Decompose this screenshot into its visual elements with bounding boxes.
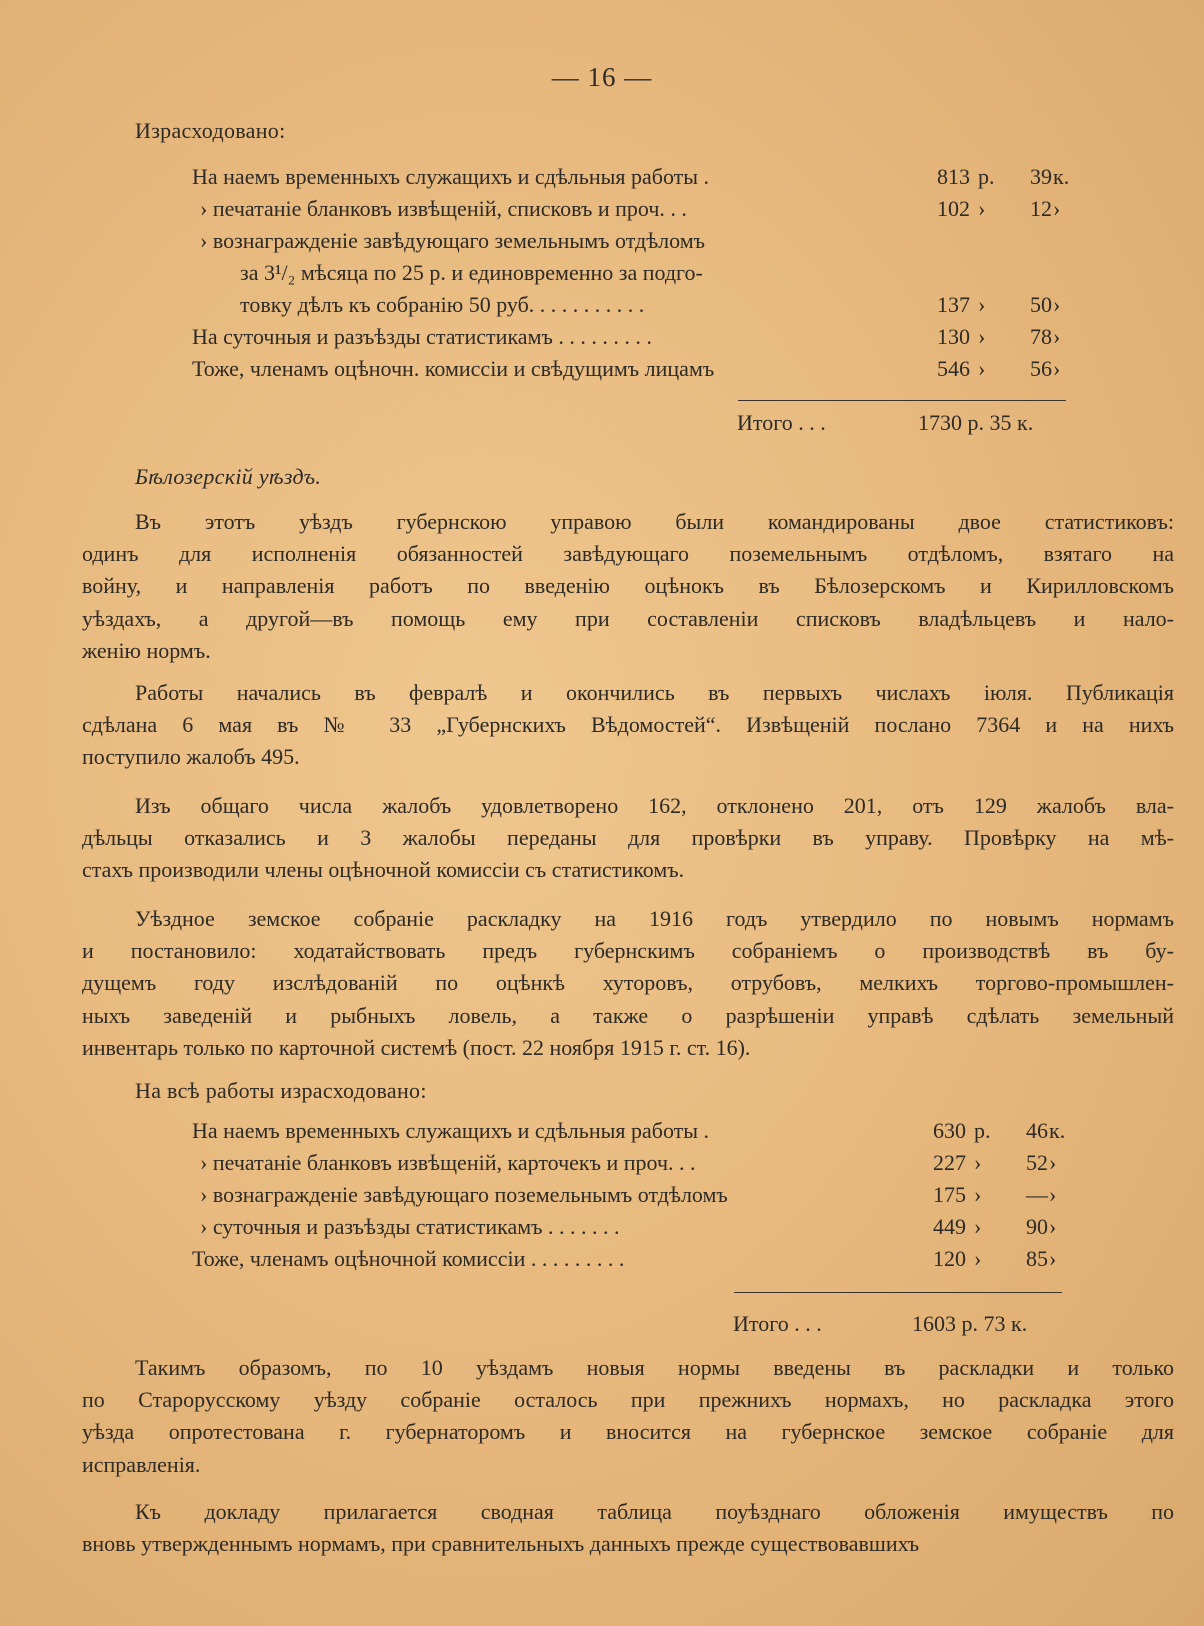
rubles-unit: ›	[978, 196, 986, 221]
expense-row	[0, 1182, 1204, 1214]
expense-kopecks: 50	[1030, 292, 1052, 317]
expense-kopecks: 12	[1030, 196, 1052, 221]
paragraph	[82, 903, 1174, 1064]
rubles-unit: ›	[978, 324, 986, 349]
expense-kopecks: 39	[1030, 164, 1052, 189]
expense-description: › вознагражденіе завѣдующаго земельнымъ отдѣломъ	[200, 228, 706, 253]
paragraph-line: сдѣлана 6 мая въ № 33 „Губернскихъ Вѣдомостей“. Извѣщеній послано 7364 и на нихъ	[82, 712, 1174, 738]
total-rule-2	[734, 1292, 1062, 1293]
paragraph	[82, 1352, 1174, 1481]
expense-description: На наемъ временныхъ служащихъ и сдѣльныя работы .	[192, 164, 710, 189]
kopecks-unit: к.	[1049, 1118, 1066, 1143]
total-value-2: 1603 р. 73 к.	[912, 1311, 1028, 1336]
kopecks-unit: ›	[1053, 196, 1061, 221]
kopecks-unit: ›	[1049, 1182, 1057, 1207]
expense-rubles: 175	[933, 1182, 966, 1207]
expense-rubles: 813	[937, 164, 970, 189]
paragraph-line: дущемъ году изслѣдованій по оцѣнкѣ хуторовъ, отрубовъ, мелкихъ торгово-промышлен-	[82, 970, 1174, 996]
expense-row	[0, 1246, 1204, 1278]
paragraph-line: вновь утвержденнымъ нормамъ, при сравнительныхъ данныхъ прежде существовавшихъ	[82, 1531, 920, 1557]
paragraph-line: Изъ общаго числа жалобъ удовлетворено 162, отклонено 201, отъ 129 жалобъ вла-	[135, 793, 1174, 818]
expense-rubles: 227	[933, 1150, 966, 1175]
paragraph	[82, 677, 1174, 774]
paragraph-line: войну, и направленія работъ по введенію оцѣнокъ въ Бѣлозерскомъ и Кирилловскомъ	[82, 573, 1174, 599]
rubles-unit: ›	[978, 292, 986, 317]
paragraph-line: Въ этотъ уѣздъ губернскою управою были командированы двое статистиковъ:	[135, 509, 1174, 534]
paragraph-line: одинъ для исполненія обязанностей завѣдующаго поземельнымъ отдѣломъ, взятаго на	[82, 541, 1174, 567]
expense-rubles: 102	[937, 196, 970, 221]
expense-row	[0, 1150, 1204, 1182]
expenses-heading-2: На всѣ работы израсходовано:	[135, 1078, 427, 1103]
expense-rubles: 120	[933, 1246, 966, 1271]
expense-row	[0, 260, 1204, 292]
expenses-heading: Израсходовано:	[135, 118, 286, 143]
kopecks-unit: к.	[1053, 164, 1070, 189]
expense-kopecks: 90	[1026, 1214, 1048, 1239]
expense-row	[0, 292, 1204, 324]
paragraph-line: по Старорусскому уѣзду собраніе осталось при прежнихъ нормахъ, но раскладка этого	[82, 1387, 1174, 1413]
rubles-unit: ›	[974, 1214, 982, 1239]
expense-description: › печатаніе бланковъ извѣщеній, списковъ и проч. . .	[200, 196, 687, 221]
rubles-unit: ›	[974, 1182, 982, 1207]
total-label-1: Итого . . .	[737, 410, 826, 435]
total-value-1: 1730 р. 35 к.	[918, 410, 1034, 435]
paragraph	[82, 506, 1174, 667]
section-title: Бѣлозерскій уѣздъ.	[135, 464, 322, 489]
paragraph-line: Такимъ образомъ, по 10 уѣздамъ новыя нормы введены въ раскладки и только	[135, 1355, 1174, 1380]
expense-description: › вознагражденіе завѣдующаго поземельнымъ отдѣломъ	[200, 1182, 728, 1207]
paragraph-line: уѣзда опротестована г. губернаторомъ и вносится на губернское земское собраніе для	[82, 1419, 1174, 1445]
paragraph-line: Уѣздное земское собраніе раскладку на 1916 годъ утвердило по новымъ нормамъ	[135, 906, 1174, 931]
rubles-unit: ›	[974, 1246, 982, 1271]
rubles-unit: ›	[978, 356, 986, 381]
paragraph-line: исправленія.	[82, 1451, 201, 1477]
expense-description: Тоже, членамъ оцѣночной комиссіи . . . . . . . . .	[192, 1246, 625, 1271]
expense-row	[0, 196, 1204, 228]
expense-kopecks: 56	[1030, 356, 1052, 381]
expense-description: › печатаніе бланковъ извѣщеній, карточекъ и проч. . .	[200, 1150, 696, 1175]
paragraph-line: дѣльцы отказались и 3 жалобы переданы для провѣрки въ управу. Провѣрку на мѣ-	[82, 825, 1174, 851]
expense-row	[0, 1118, 1204, 1150]
paragraph	[82, 790, 1174, 887]
paragraph-line: стахъ производили члены оцѣночной комиссіи съ статистикомъ.	[82, 857, 685, 883]
expense-row	[0, 356, 1204, 388]
paragraph-line: инвентарь только по карточной системѣ (пост. 22 ноября 1915 г. ст. 16).	[82, 1034, 751, 1060]
rubles-unit: р.	[978, 164, 995, 189]
expense-description: На наемъ временныхъ служащихъ и сдѣльныя работы .	[192, 1118, 710, 1143]
expense-kopecks: —	[1026, 1182, 1048, 1207]
paragraph-line: ныхъ заведеній и рыбныхъ ловель, а также о разрѣшеніи управѣ сдѣлать земельный	[82, 1002, 1174, 1028]
expense-row	[0, 164, 1204, 196]
expense-kopecks: 52	[1026, 1150, 1048, 1175]
expense-description: за 3¹/₂ мѣсяца по 25 р. и единовременно за подго-	[240, 260, 703, 285]
kopecks-unit: ›	[1053, 356, 1061, 381]
expense-description: На суточныя и разъѣзды статистикамъ . . . . . . . . .	[192, 324, 652, 349]
expense-kopecks: 46	[1026, 1118, 1048, 1143]
paragraph-line: женію нормъ.	[82, 637, 211, 663]
page-number: — 16 —	[551, 62, 653, 92]
total-rule-1	[738, 400, 1066, 401]
kopecks-unit: ›	[1049, 1214, 1057, 1239]
expense-rubles: 449	[933, 1214, 966, 1239]
expense-description: › суточныя и разъѣзды статистикамъ . . . . . . .	[200, 1214, 620, 1239]
expense-rubles: 130	[937, 324, 970, 349]
kopecks-unit: ›	[1053, 292, 1061, 317]
kopecks-unit: ›	[1053, 324, 1061, 349]
expense-row	[0, 228, 1204, 260]
paragraph-line: Работы начались въ февралѣ и окончились въ первыхъ числахъ іюля. Публикація	[135, 680, 1174, 705]
rubles-unit: р.	[974, 1118, 991, 1143]
kopecks-unit: ›	[1049, 1150, 1057, 1175]
paragraph	[82, 1496, 1174, 1560]
rubles-unit: ›	[974, 1150, 982, 1175]
expense-description: Тоже, членамъ оцѣночн. комиссіи и свѣдущимъ лицамъ	[192, 356, 715, 381]
paragraph-line: уѣздахъ, а другой—въ помощь ему при составленіи списковъ владѣльцевъ и нало-	[82, 605, 1174, 631]
expense-row	[0, 1214, 1204, 1246]
paragraph-line: Къ докладу прилагается сводная таблица поуѣзднаго обложенія имуществъ по	[135, 1499, 1174, 1524]
expense-description: товку дѣлъ къ собранію 50 руб. . . . . . . . . . .	[240, 292, 645, 317]
paragraph-line: и постановило: ходатайствовать предъ губернскимъ собраніемъ о производствѣ въ бу-	[82, 938, 1174, 964]
expense-kopecks: 85	[1026, 1246, 1048, 1271]
expense-rubles: 630	[933, 1118, 966, 1143]
total-label-2: Итого . . .	[733, 1311, 822, 1336]
paragraph-line: поступило жалобъ 495.	[82, 744, 300, 770]
kopecks-unit: ›	[1049, 1246, 1057, 1271]
expense-row	[0, 324, 1204, 356]
expense-kopecks: 78	[1030, 324, 1052, 349]
expense-rubles: 137	[937, 292, 970, 317]
expense-rubles: 546	[937, 356, 970, 381]
